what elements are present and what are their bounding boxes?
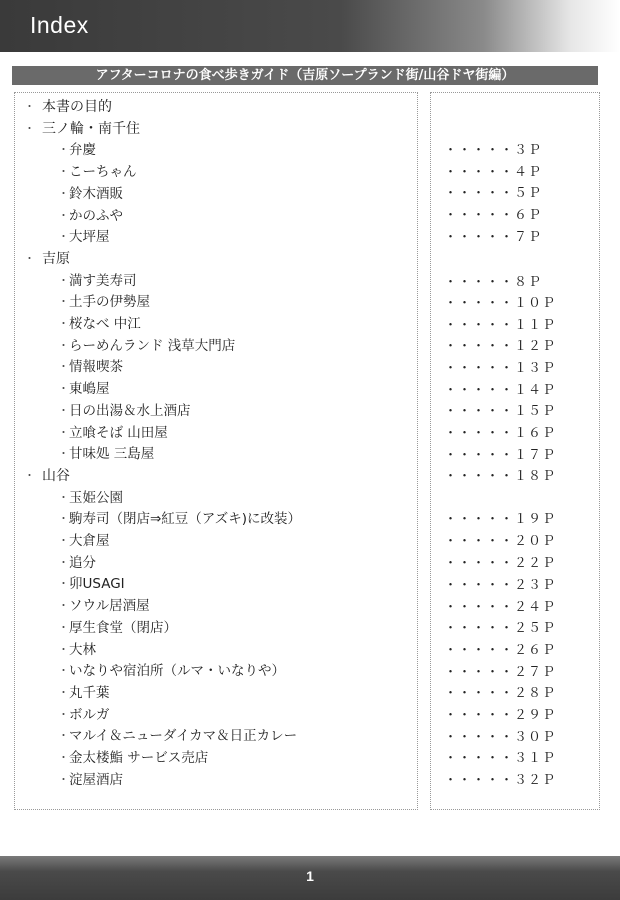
page-ref: ・・・・・１９Ｐ — [444, 512, 557, 527]
bullet-icon: ・ — [58, 382, 69, 396]
toc-item — [14, 487, 416, 509]
toc-label: 甘味処 三島屋 — [69, 446, 155, 463]
bullet-icon: ・ — [24, 100, 35, 113]
toc-label: らーめんランド 浅草大門店 — [69, 337, 236, 354]
bullet-icon: ・ — [58, 729, 69, 743]
bullet-icon: ・ — [24, 251, 35, 265]
document-subtitle: アフターコロナの食べ歩きガイド（吉原ソープランド街/山谷ドヤ街編） — [12, 66, 598, 85]
bullet-icon: ・ — [58, 186, 69, 200]
page-title: Index — [30, 12, 89, 38]
bullet-icon: ・ — [58, 403, 69, 417]
toc-section — [14, 96, 416, 118]
toc-item — [14, 595, 416, 617]
toc-label: かのふや — [69, 207, 123, 224]
bullet-icon: ・ — [58, 577, 69, 591]
toc-label: 日の出湯＆水上酒店 — [69, 402, 191, 419]
toc-label: マルイ＆ニューダイカマ＆日正カレー — [69, 728, 298, 745]
toc-section — [14, 465, 416, 487]
bullet-icon: ・ — [58, 447, 69, 461]
toc-item — [14, 573, 416, 595]
page-ref: ・・・・・８Ｐ — [444, 275, 543, 290]
toc-item — [14, 161, 416, 183]
page-ref: ・・・・・２９Ｐ — [444, 708, 557, 723]
bullet-icon: ・ — [58, 317, 69, 330]
page-ref: ・・・・・１０Ｐ — [444, 296, 557, 311]
toc-item — [14, 378, 416, 400]
toc-section — [14, 118, 416, 140]
bullet-icon: ・ — [24, 468, 35, 482]
toc-label: 立喰そば 山田屋 — [69, 424, 168, 441]
page-ref: ・・・・・１５Ｐ — [444, 404, 557, 419]
toc-label: 弁慶 — [69, 142, 96, 159]
page-ref: ・・・・・２６Ｐ — [444, 643, 557, 658]
toc-label: 吉原 — [42, 250, 70, 267]
toc-label: 情報喫茶 — [69, 359, 123, 376]
bullet-icon: ・ — [58, 751, 69, 764]
toc-item — [14, 270, 416, 292]
page-ref: ・・・・・２３Ｐ — [444, 578, 557, 593]
toc-label: 土手の伊勢屋 — [69, 294, 150, 311]
toc-label: ソウル居酒屋 — [69, 598, 150, 615]
toc-item — [14, 335, 416, 357]
toc-label: 三ノ輪・南千住 — [42, 120, 140, 137]
toc-label: 厚生食堂（閉店） — [69, 619, 177, 636]
toc-label: 玉姫公園 — [69, 489, 123, 506]
toc-label: 山谷 — [42, 467, 70, 484]
bullet-icon: ・ — [58, 685, 69, 699]
toc-label: 東嶋屋 — [69, 381, 110, 398]
bullet-icon: ・ — [58, 338, 69, 352]
toc-item — [14, 443, 416, 465]
page-ref: ・・・・・２８Ｐ — [444, 686, 557, 701]
page-ref: ・・・・・４Ｐ — [444, 165, 543, 180]
page-ref: ・・・・・１４Ｐ — [444, 383, 557, 398]
page-ref: ・・・・・２５Ｐ — [444, 621, 557, 636]
page-ref: ・・・・・１１Ｐ — [444, 318, 557, 333]
toc-item — [14, 205, 416, 227]
page-ref: ・・・・・５Ｐ — [444, 186, 543, 201]
toc-item — [14, 769, 416, 791]
bullet-icon: ・ — [58, 360, 69, 374]
page-ref: ・・・・・３０Ｐ — [444, 730, 557, 745]
bullet-icon: ・ — [58, 555, 69, 569]
toc-item — [14, 291, 416, 313]
toc-label: 鈴木酒販 — [69, 185, 123, 202]
toc-item — [14, 183, 416, 205]
toc-item — [14, 682, 416, 704]
page-ref: ・・・・・２０Ｐ — [444, 534, 557, 549]
page-ref: ・・・・・２２Ｐ — [444, 556, 557, 571]
toc-section — [14, 248, 416, 270]
toc-item — [14, 356, 416, 378]
bullet-icon: ・ — [58, 230, 69, 244]
toc-item — [14, 226, 416, 248]
page-ref: ・・・・・１７Ｐ — [444, 448, 557, 463]
bullet-icon: ・ — [58, 599, 69, 613]
page-ref: ・・・・・１８Ｐ — [444, 469, 557, 484]
bullet-icon: ・ — [58, 143, 69, 157]
bullet-icon: ・ — [58, 512, 69, 526]
page-ref: ・・・・・２４Ｐ — [444, 600, 557, 615]
toc-label: こーちゃん — [69, 164, 137, 181]
toc-item — [14, 552, 416, 574]
bullet-icon: ・ — [58, 273, 69, 287]
page-ref: ・・・・・１６Ｐ — [444, 426, 557, 441]
toc-item — [14, 639, 416, 661]
page-number: 1 — [306, 868, 314, 884]
bullet-icon: ・ — [58, 490, 69, 504]
page-ref: ・・・・・３Ｐ — [444, 143, 543, 158]
toc-item — [14, 400, 416, 422]
bullet-icon: ・ — [58, 707, 69, 721]
toc-label: ボルガ — [69, 706, 110, 723]
bullet-icon: ・ — [58, 165, 69, 179]
bullet-icon: ・ — [58, 642, 69, 656]
page-ref: ・・・・・６Ｐ — [444, 208, 543, 223]
toc-label: 駒寿司（閉店⇒紅豆（アズキ)に改装） — [69, 511, 302, 528]
page-ref: ・・・・・１２Ｐ — [444, 339, 557, 354]
toc-label: 淀屋酒店 — [69, 771, 123, 788]
toc-label: 卯USAGI — [69, 576, 125, 593]
bullet-icon: ・ — [58, 208, 69, 222]
toc-label: 桜なべ 中江 — [69, 316, 141, 332]
toc-item — [14, 725, 416, 747]
toc-item — [14, 660, 416, 682]
toc-label: 金太楼鮨 サービス売店 — [69, 750, 209, 766]
toc-item — [14, 530, 416, 552]
toc-label: 本書の目的 — [42, 99, 112, 115]
bullet-icon: ・ — [58, 295, 69, 309]
bullet-icon: ・ — [58, 772, 69, 786]
page-ref: ・・・・・３１Ｐ — [444, 751, 557, 766]
page-ref: ・・・・・７Ｐ — [444, 230, 543, 245]
toc-item — [14, 313, 416, 335]
toc-item — [14, 139, 416, 161]
toc-label: 大坪屋 — [69, 229, 110, 246]
footer-bar — [0, 856, 620, 900]
toc-label: 大倉屋 — [69, 533, 110, 549]
header-bar — [0, 0, 620, 52]
toc-item — [14, 747, 416, 769]
toc-item — [14, 422, 416, 444]
bullet-icon: ・ — [58, 534, 69, 547]
page-ref: ・・・・・２７Ｐ — [444, 665, 557, 680]
bullet-icon: ・ — [58, 620, 69, 634]
toc-item — [14, 508, 416, 530]
page-ref: ・・・・・３２Ｐ — [444, 773, 557, 788]
toc-item — [14, 704, 416, 726]
toc-label: 大林 — [69, 641, 96, 658]
page-ref: ・・・・・１３Ｐ — [444, 361, 557, 376]
toc-label: 満す美寿司 — [69, 272, 137, 289]
bullet-icon: ・ — [58, 664, 69, 678]
toc-label: 追分 — [69, 554, 96, 571]
toc-label: 丸千葉 — [69, 684, 110, 701]
bullet-icon: ・ — [24, 121, 35, 135]
toc-item — [14, 617, 416, 639]
toc-label: いなりや宿泊所（ルマ・いなりや） — [69, 663, 285, 680]
bullet-icon: ・ — [58, 425, 69, 439]
